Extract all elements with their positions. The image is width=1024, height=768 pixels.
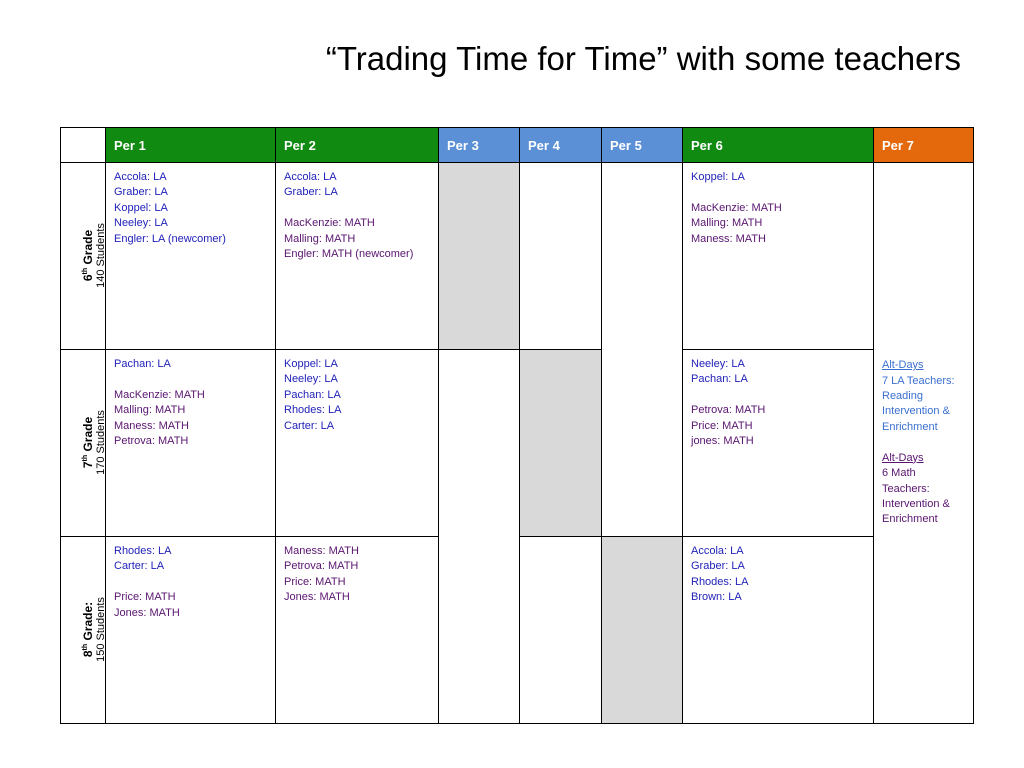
blank-line — [114, 575, 267, 590]
assignment-line: Maness: MATH — [284, 545, 359, 557]
assignment-line: Accola: LA — [691, 545, 744, 557]
blank-line — [691, 185, 865, 200]
assignment-line: Pachan: LA — [691, 373, 748, 386]
assignment-line: Petrova: MATH — [691, 404, 766, 417]
assignment-line: Price: MATH — [284, 575, 346, 588]
blank-line — [882, 435, 965, 450]
assignment-line: Neeley: LA — [284, 373, 338, 386]
assignment-line: Engler: LA (newcomer) — [114, 232, 226, 245]
assignment-line: Jones: MATH — [284, 591, 350, 604]
header-per-4: Per 4 — [520, 128, 602, 163]
cell-g8-p2 — [276, 537, 439, 724]
assignment-line: 7 LA Teachers: Reading Intervention & Enrichment — [882, 374, 955, 433]
assignment-line: Jones: MATH — [114, 606, 180, 619]
assignment-line: MacKenzie: MATH — [114, 388, 205, 401]
header-row — [61, 128, 974, 163]
assignment-line: Graber: LA — [691, 560, 745, 573]
assignment-line: Maness: MATH — [691, 232, 766, 245]
grade-8-students: 150 Students — [94, 597, 107, 662]
cell-g78-p3 — [439, 350, 520, 724]
cell-g6-p6 — [683, 163, 874, 350]
header-per-7: Per 7 — [874, 128, 974, 163]
grade-8-colon: : — [80, 601, 95, 606]
assignment-line: MacKenzie: MATH — [284, 217, 375, 230]
header-per-5: Per 5 — [602, 128, 683, 163]
assignment-line: Graber: LA — [284, 186, 338, 199]
blank-line — [691, 388, 865, 403]
cell-g7-p2 — [276, 350, 439, 537]
assignment-line: Malling: MATH — [284, 232, 356, 245]
cell-g8-p6 — [683, 537, 874, 724]
assignment-line: Alt-Days — [882, 359, 924, 372]
grade-7-suffix: th — [81, 454, 89, 462]
grade-6-label — [61, 163, 106, 350]
grade-8-suffix: th — [81, 643, 89, 651]
blank-line — [284, 201, 430, 216]
assignment-line: Pachan: LA — [284, 388, 341, 401]
assignment-line: Carter: LA — [284, 419, 335, 432]
cell-g7-p4 — [520, 350, 602, 537]
cell-g6-p1 — [106, 163, 276, 350]
assignment-line: 6 Math Teachers: Intervention & Enrichment — [882, 467, 950, 526]
header-per-6: Per 6 — [683, 128, 874, 163]
assignment-line: Rhodes: LA — [691, 575, 749, 588]
assignment-line: Rhodes: LA — [284, 404, 342, 417]
assignment-line: Pachan: LA — [114, 358, 171, 370]
assignment-line: Koppel: LA — [284, 358, 338, 370]
cell-g6-p4 — [520, 163, 602, 350]
cell-g7-p6 — [683, 350, 874, 537]
schedule-table — [60, 127, 974, 724]
grade-6-students: 140 Students — [94, 223, 107, 288]
cell-g8-p4 — [520, 537, 602, 724]
assignment-line: Price: MATH — [114, 591, 176, 604]
assignment-line: Maness: MATH — [114, 419, 189, 432]
assignment-line: Alt-Days — [882, 451, 924, 464]
assignment-line: Petrova: MATH — [114, 435, 189, 448]
grade-6-number: 6 — [80, 274, 95, 282]
assignment-line: Rhodes: LA — [114, 545, 172, 557]
cell-g67-p5 — [602, 163, 683, 537]
grade-7-row — [61, 350, 974, 537]
cell-g7-p1 — [106, 350, 276, 537]
blank-line — [114, 372, 267, 387]
grade-7-number: 7 — [80, 461, 95, 469]
grade-6-row — [61, 163, 974, 350]
cell-g6-p3 — [439, 163, 520, 350]
grade-7-label — [61, 350, 106, 537]
cell-g8-p1 — [106, 537, 276, 724]
cell-g8-p5 — [602, 537, 683, 724]
assignment-line: MacKenzie: MATH — [691, 201, 782, 214]
grade-8-number: 8 — [80, 650, 95, 658]
assignment-line: jones: MATH — [691, 435, 754, 448]
header-per-2: Per 2 — [276, 128, 439, 163]
assignment-line: Brown: LA — [691, 591, 742, 604]
page-title: “Trading Time for Time” with some teachers — [325, 40, 961, 77]
assignment-line: Carter: LA — [114, 560, 165, 573]
assignment-line: Neeley: LA — [114, 217, 168, 230]
assignment-line: Koppel: LA — [114, 201, 168, 214]
assignment-line: Price: MATH — [691, 419, 753, 432]
assignment-line: Malling: MATH — [114, 404, 186, 417]
grade-7-word: Grade — [80, 416, 95, 455]
header-per-1: Per 1 — [106, 128, 276, 163]
assignment-line: Koppel: LA — [691, 171, 745, 183]
assignment-line: Malling: MATH — [691, 217, 763, 230]
grade-6-suffix: th — [81, 267, 89, 275]
grade-8-word: Grade — [80, 605, 95, 644]
header-corner — [61, 128, 106, 163]
grade-6-word: Grade — [80, 229, 95, 268]
assignment-line: Neeley: LA — [691, 358, 745, 370]
assignment-line: Engler: MATH (newcomer) — [284, 248, 414, 261]
assignment-line: Accola: LA — [114, 171, 167, 183]
assignment-line: Graber: LA — [114, 186, 168, 199]
assignment-line: Petrova: MATH — [284, 560, 359, 573]
header-per-3: Per 3 — [439, 128, 520, 163]
cell-g6-p2 — [276, 163, 439, 350]
grade-7-students: 170 Students — [94, 410, 107, 475]
grade-8-label — [61, 537, 106, 724]
cell-per7-all — [874, 163, 974, 724]
assignment-line: Accola: LA — [284, 171, 337, 183]
